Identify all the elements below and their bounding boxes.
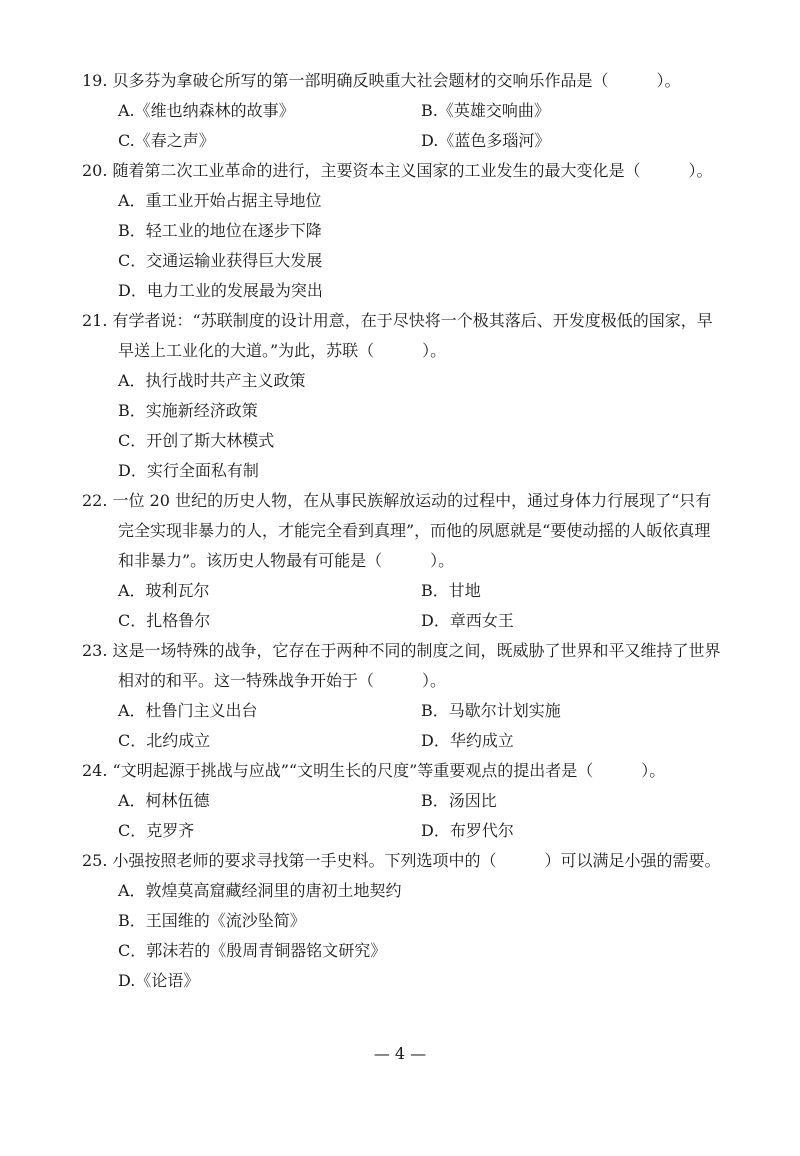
question-19-option-b: B.《英雄交响曲》 <box>421 101 550 120</box>
question-20-stem: 20. 随着第二次工业革命的进行，主要资本主义国家的工业发生的最大变化是（ ）。 <box>82 161 713 180</box>
page-number: — 4 — <box>373 1044 427 1063</box>
question-25-option-d: D.《论语》 <box>118 971 200 990</box>
question-23-stem-line-2: 相对的和平。这一特殊战争开始于（ ）。 <box>118 671 447 690</box>
question-24-option-b: B．汤因比 <box>421 791 497 810</box>
question-21-stem-line-1: 21. 有学者说：“苏联制度的设计用意，在于尽快将一个极其落后、开发度极低的国家，早 <box>82 311 713 330</box>
question-19-option-c: C.《春之声》 <box>118 131 215 150</box>
question-20-option-d: D．电力工业的发展最为突出 <box>118 281 323 300</box>
question-22-stem-line-2: 完全实现非暴力的人，才能完全看到真理”，而他的夙愿就是“要使动摇的人皈依真理 <box>118 521 711 540</box>
question-21-option-a: A．执行战时共产主义政策 <box>118 371 306 390</box>
question-22-option-d: D．章西女王 <box>421 611 514 630</box>
question-22-stem-line-3: 和非暴力”。该历史人物最有可能是（ ）。 <box>118 551 455 570</box>
question-22-option-b: B．甘地 <box>421 581 481 600</box>
question-23-option-c: C．北约成立 <box>118 731 211 750</box>
question-22-stem-line-1: 22. 一位 20 世纪的历史人物，在从事民族解放运动的过程中，通过身体力行展现了“只有 <box>82 491 712 510</box>
question-21-option-c: C．开创了斯大林模式 <box>118 431 275 450</box>
question-19-option-d: D.《蓝色多瑙河》 <box>421 131 551 150</box>
question-19-option-a: A.《维也纳森林的故事》 <box>118 101 295 120</box>
question-23-option-a: A．杜鲁门主义出台 <box>118 701 258 720</box>
question-24-option-a: A．柯林伍德 <box>118 791 210 810</box>
question-21-stem-line-2: 早送上工业化的大道。”为此，苏联（ ）。 <box>118 341 447 360</box>
question-20-option-b: B．轻工业的地位在逐步下降 <box>118 221 322 240</box>
question-22-option-c: C．扎格鲁尔 <box>118 611 211 630</box>
question-23-option-d: D．华约成立 <box>421 731 514 750</box>
question-21-option-d: D．实行全面私有制 <box>118 461 259 480</box>
question-25-option-c: C．郭沫若的《殷周青铜器铭文研究》 <box>118 941 387 960</box>
question-21-option-b: B．实施新经济政策 <box>118 401 258 420</box>
question-24-option-d: D．布罗代尔 <box>421 821 514 840</box>
question-20-option-a: A．重工业开始占据主导地位 <box>118 191 322 210</box>
question-24-option-c: C．克罗齐 <box>118 821 195 840</box>
question-25-option-b: B．王国维的《流沙坠简》 <box>118 911 306 930</box>
question-25-option-a: A．敦煌莫高窟藏经洞里的唐初土地契约 <box>118 881 402 900</box>
question-20-option-c: C．交通运输业获得巨大发展 <box>118 251 323 270</box>
question-25-stem: 25. 小强按照老师的要求寻找第一手史料。下列选项中的（ ）可以满足小强的需要。 <box>82 851 721 870</box>
question-23-option-b: B．马歇尔计划实施 <box>421 701 561 720</box>
question-22-option-a: A．玻利瓦尔 <box>118 581 210 600</box>
question-19-stem: 19. 贝多芬为拿破仑所写的第一部明确反映重大社会题材的交响乐作品是（ ）。 <box>82 71 681 90</box>
question-23-stem-line-1: 23. 这是一场特殊的战争，它存在于两种不同的制度之间，既威胁了世界和平又维持了世界 <box>82 641 721 660</box>
question-24-stem: 24. “文明起源于挑战与应战”“文明生长的尺度”等重要观点的提出者是（ ）。 <box>82 761 666 780</box>
